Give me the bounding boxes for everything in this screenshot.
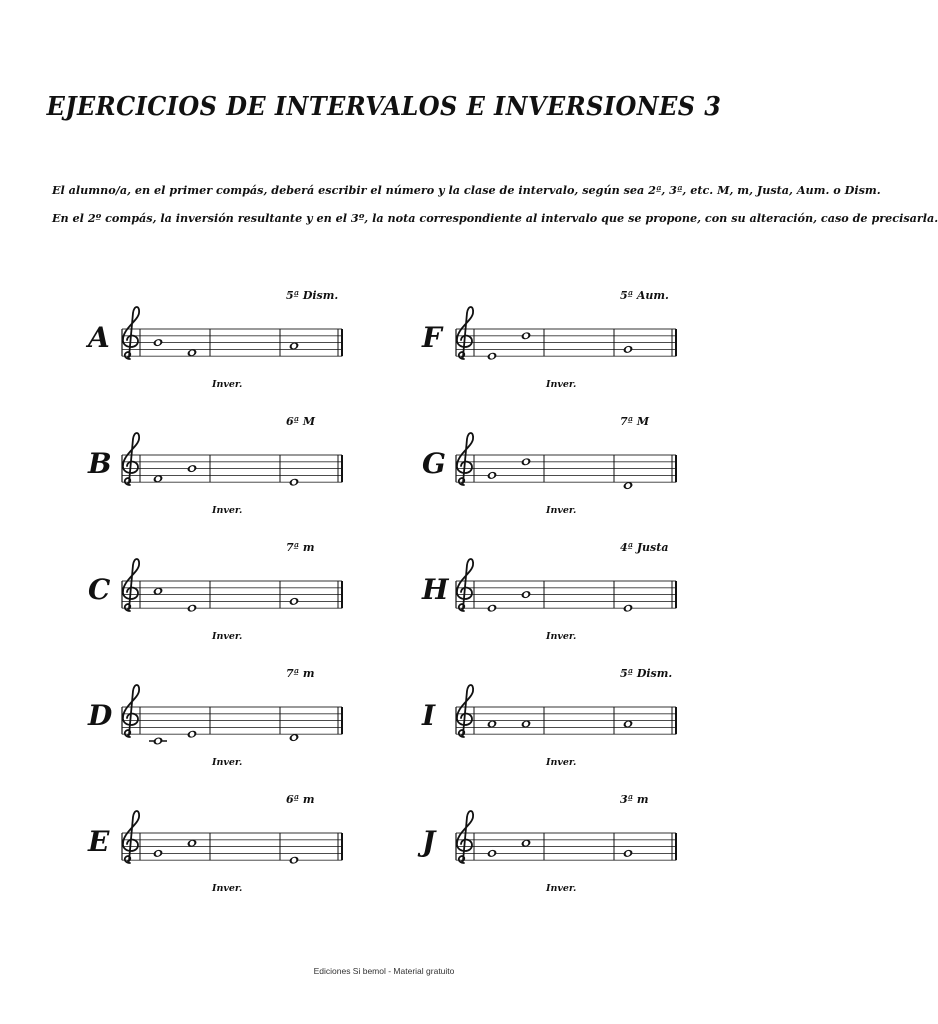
exercise-j [422,789,722,899]
exercise-letter: C [88,573,111,606]
whole-note [487,849,498,858]
inversion-label: Inver. [546,883,577,894]
treble-clef-icon [457,811,473,863]
interval-label: 5ª Dism. [620,667,673,680]
inversion-label: Inver. [212,631,243,642]
treble-clef-icon [123,685,139,737]
instructions-line-1: El alumno/a, en el primer compás, deberá escribir el número y la clase de intervalo, según sea 2ª, 3ª, etc. M, m, Justa, Aum. o Dism. [52,183,881,197]
interval-label: 6ª m [286,793,315,806]
exercise-e [88,789,388,899]
inversion-label: Inver. [212,883,243,894]
instructions-line-2: En el 2º compás, la inversión resultante y en el 3º, la nota correspondiente al intervalo que se propone, con su alteración, caso de precisarla. [52,211,938,225]
exercise-f [422,285,722,395]
treble-clef-icon [457,559,473,611]
interval-label: 7ª m [286,667,315,680]
exercise-h [422,537,722,647]
whole-note [521,457,532,466]
interval-label: 5ª Aum. [620,289,669,302]
interval-label: 4ª Justa [620,541,669,554]
exercise-b [88,411,388,521]
treble-clef-icon [123,559,139,611]
inversion-label: Inver. [546,757,577,768]
exercise-letter: E [88,825,110,858]
whole-note [623,604,634,613]
whole-note [521,331,532,340]
page-title: EJERCICIOS DE INTERVALOS E INVERSIONES 3 [46,92,722,122]
interval-label: 3ª m [620,793,649,806]
interval-label: 7ª M [620,415,650,428]
whole-note [487,604,498,613]
whole-note [289,597,300,606]
exercise-letter: B [88,447,112,480]
interval-label: 7ª m [286,541,315,554]
exercise-letter: I [422,699,436,732]
exercise-g [422,411,722,521]
exercise-letter: D [88,699,113,732]
staff [448,285,708,395]
inversion-label: Inver. [212,379,243,390]
whole-note [521,590,532,599]
whole-note [187,730,198,739]
treble-clef-icon [123,433,139,485]
staff [114,789,374,899]
staff [114,537,374,647]
exercise-d [88,663,388,773]
inversion-label: Inver. [546,379,577,390]
staff [114,411,374,521]
inversion-label: Inver. [212,505,243,516]
exercise-letter: J [422,825,436,858]
footer: Ediciones Si bemol - Material gratuito [313,966,455,976]
inversion-label: Inver. [212,757,243,768]
staff [448,789,708,899]
whole-note [289,478,300,487]
whole-note [289,856,300,865]
whole-note [149,736,167,745]
exercise-letter: H [422,573,449,606]
treble-clef-icon [123,307,139,359]
whole-note [187,604,198,613]
exercise-a [88,285,388,395]
inversion-label: Inver. [546,505,577,516]
whole-note [623,345,634,354]
whole-note [623,849,634,858]
staff [114,663,374,773]
exercise-letter: G [422,447,446,480]
exercise-letter: F [422,321,442,354]
whole-note [153,338,164,347]
whole-note [153,849,164,858]
treble-clef-icon [457,685,473,737]
whole-note [487,352,498,361]
inversion-label: Inver. [546,631,577,642]
staff [448,411,708,521]
staff [448,537,708,647]
whole-note [187,464,198,473]
treble-clef-icon [457,433,473,485]
exercise-i [422,663,722,773]
interval-label: 5ª Dism. [286,289,339,302]
whole-note [487,471,498,480]
treble-clef-icon [457,307,473,359]
treble-clef-icon [123,811,139,863]
exercise-c [88,537,388,647]
exercise-letter: A [88,321,110,354]
interval-label: 6ª M [286,415,316,428]
